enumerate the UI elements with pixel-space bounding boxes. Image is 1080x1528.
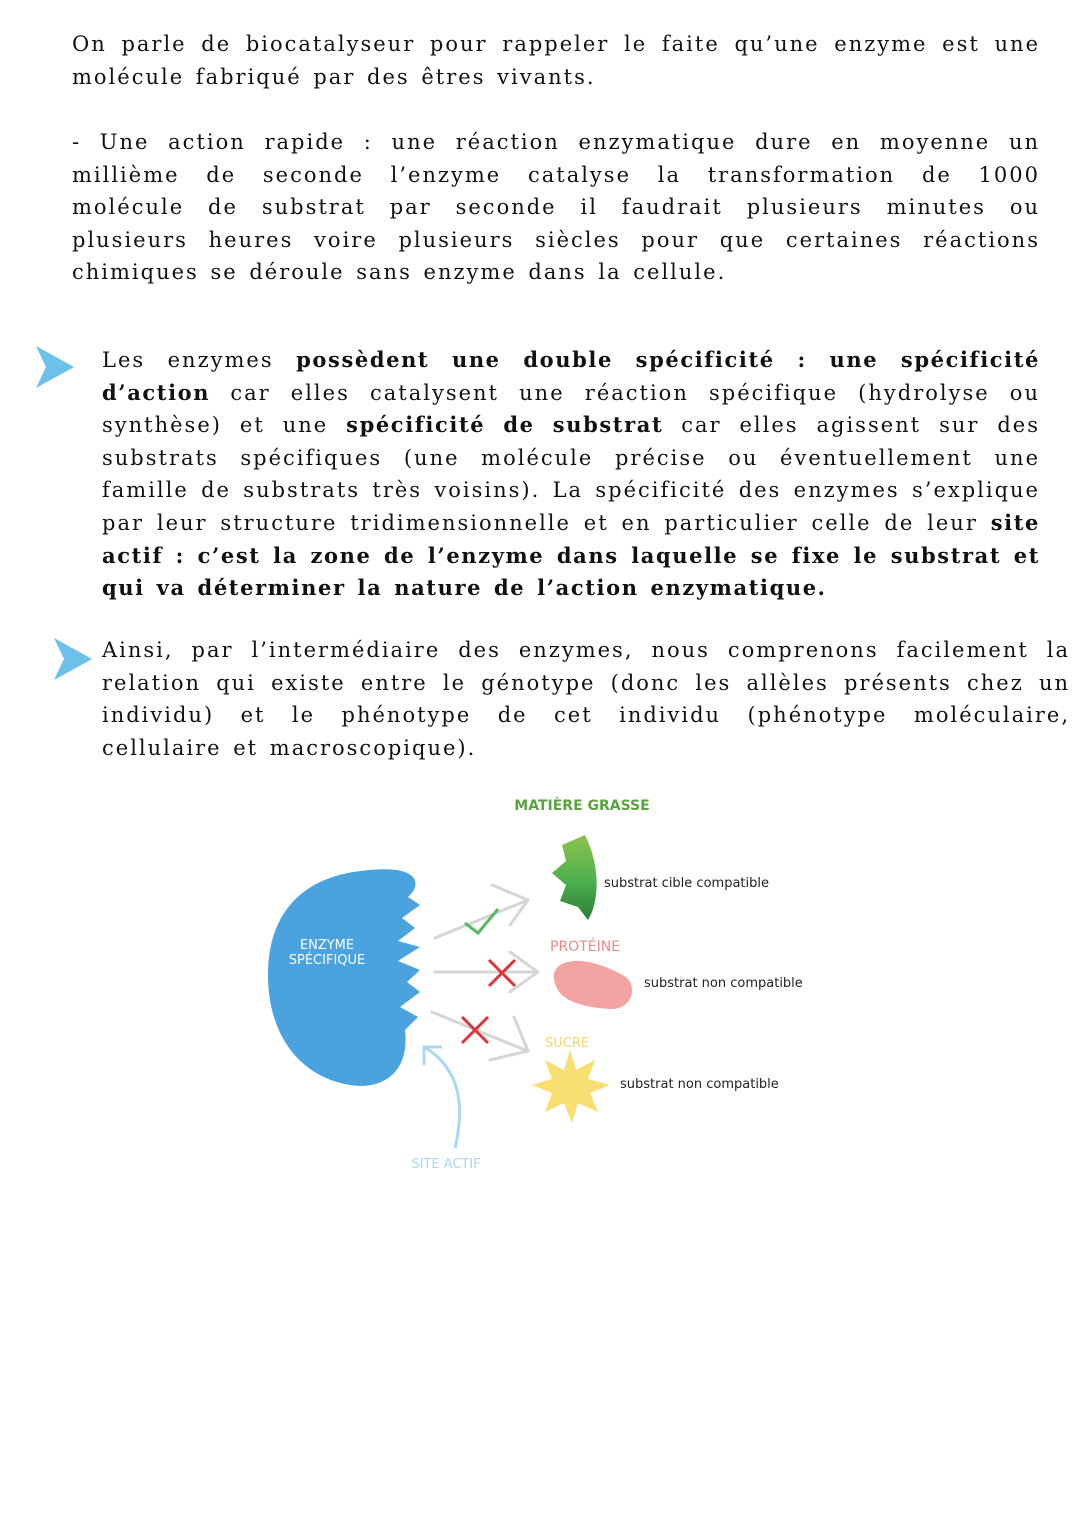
protein-description: substrat non compatible [644,976,803,991]
protein-substrate [554,961,632,1009]
site-actif-arrow [426,1048,460,1148]
sugar-substrate [532,1050,610,1123]
site-actif-label: SITE ACTIF [411,1157,481,1172]
cross-icon [462,1017,488,1043]
attempt-arrows [432,885,538,1060]
paragraph-biocatalyst: On parle de biocatalyseur pour rappeler le faite qu’une enzyme est une molécule fabriqué par des êtres vivants. [72,32,1040,89]
bullet-arrow-icon [52,638,92,680]
enzyme-label-line1: ENZYME [299,938,355,953]
sugar-description: substrat non compatible [620,1077,779,1092]
fat-title: MATIÈRE GRASSE [514,798,650,814]
enzyme-shape [268,869,420,1086]
fat-description: substrat cible compatible [604,876,769,891]
sugar-title: SUCRE [545,1036,590,1051]
fat-substrate [552,835,597,920]
check-icon [465,909,498,933]
bullet-arrow-icon [34,346,74,388]
enzyme-label-line2: SPÉCIFIQUE [288,953,366,968]
paragraph-specificity: Les enzymes possèdent une double spécificité : une spécificité d’action car elles catalysent une réaction spécifique (hydrolyse ou synthèse) et une spécificité de substrat car elles agissent sur des substrats spécifiques (une molécule précise ou éventuellement une famille de substrats très voisins). La spécificité des enzymes s’explique par leur structure tridimensionnelle et en particulier celle de leur site actif : c’est la zone de l’enzyme dans laquelle se fixe le substrat et qui va déterminer la nature de l’action enzymatique. [102,347,1040,601]
paragraph-genotype-phenotype: Ainsi, par l’intermédiaire des enzymes, nous comprenons facilement la relation qui existe entre le génotype (donc les allèles présents chez un individu) et le phénotype de cet individu (phénotype moléculaire, cellulaire et macroscopique). [102,638,1070,760]
protein-title: PROTÉINE [550,939,621,955]
paragraph-rapid-action: - Une action rapide : une réaction enzymatique dure en moyenne un millième de seconde l’enzyme catalyse la transformation de 1000 molécule de substrat par seconde il faudrait plusieurs minutes ou plusieurs heures voire plusieurs siècles pour que certaines réactions chimiques se déroule sans enzyme dans la cellule. [72,130,1040,285]
enzyme-specificity-diagram [260,785,820,1185]
